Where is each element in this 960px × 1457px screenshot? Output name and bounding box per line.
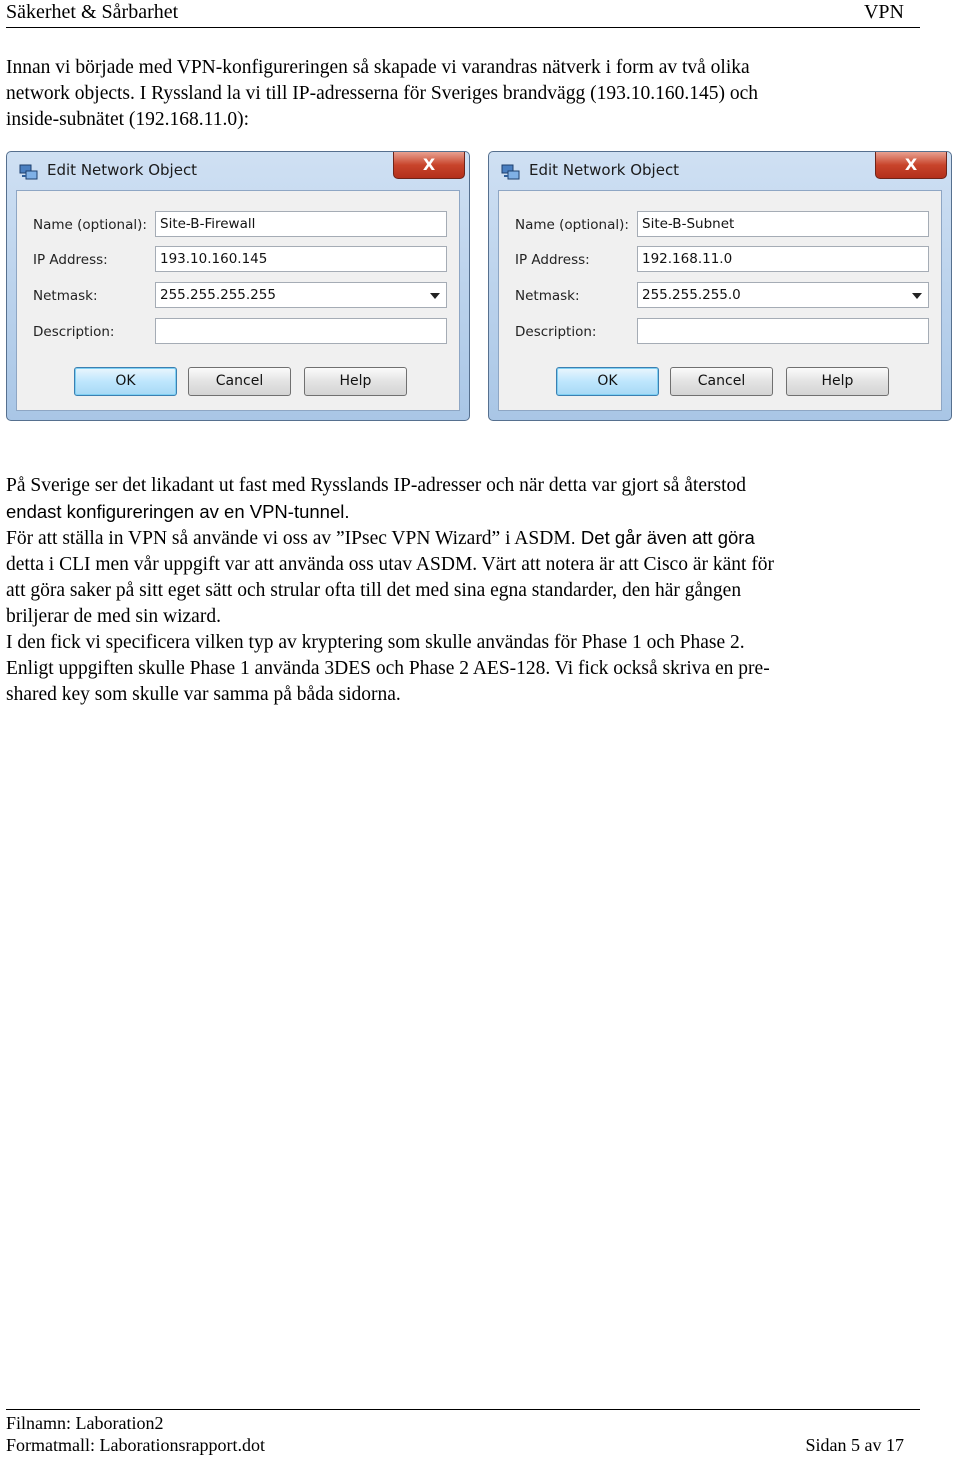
netmask-label: Netmask:: [515, 288, 580, 304]
name-field[interactable]: Site-B-Firewall: [155, 211, 447, 237]
close-button[interactable]: X: [393, 152, 465, 179]
footer-page-number: Sidan 5 av 17: [805, 1435, 904, 1455]
footer-template: Formatmall: Laborationsrapport.dot: [6, 1435, 265, 1455]
netmask-select[interactable]: [637, 282, 929, 308]
body-line: briljerar de med sin wizard.: [6, 606, 221, 627]
ip-address-field[interactable]: 193.10.160.145: [155, 246, 447, 272]
description-field[interactable]: [637, 318, 929, 344]
netmask-select[interactable]: [155, 282, 447, 308]
body-line: att göra saker på sitt eget sätt och strular ofta till det med sina egna standarder, den här gången: [6, 580, 742, 601]
wizard-sentence: För att ställa in VPN så använde vi oss av ”IPsec VPN Wizard” i ASDM: [6, 528, 571, 549]
intro-line: network objects. I Ryssland la vi till IP-adresserna för Sveriges brandvägg (193.10.160.145) och: [6, 83, 758, 104]
ok-button[interactable]: OK: [556, 367, 659, 396]
intro-line: inside-subnätet (192.168.11.0):: [6, 109, 249, 130]
header-section: VPN: [863, 1, 904, 23]
description-label: Description:: [515, 324, 597, 340]
netmask-value: 255.255.255.255: [160, 287, 276, 303]
edit-network-object-dialog-firewall: [6, 151, 470, 421]
body-line: På Sverige ser det likadant ut fast med Rysslands IP-adresser och när detta var gjort så återstod: [6, 475, 747, 496]
netmask-label: Netmask:: [33, 288, 98, 304]
body-line: Enligt uppgiften skulle Phase 1 använda 3DES och Phase 2 AES-128. Vi fick också skriva en pre-: [6, 658, 770, 679]
body-line: I den fick vi specificera vilken typ av kryptering som skulle användas för Phase 1 och Phase 2.: [6, 632, 745, 653]
dialog-body: [16, 190, 460, 411]
footer-rule: [6, 1409, 920, 1410]
ip-address-field[interactable]: 192.168.11.0: [637, 246, 929, 272]
network-object-icon: [501, 162, 521, 182]
intro-line: Innan vi började med VPN-konfigureringen så skapade vi varandras nätverk i form av två olika: [6, 57, 750, 78]
help-button[interactable]: Help: [304, 367, 407, 396]
name-field[interactable]: Site-B-Subnet: [637, 211, 929, 237]
body-line: [6, 525, 916, 552]
help-button[interactable]: Help: [786, 367, 889, 396]
page-header: [6, 0, 920, 28]
cancel-button[interactable]: Cancel: [670, 367, 773, 396]
wizard-sentence-end: . Det går även att göra: [570, 527, 755, 548]
ip-address-label: IP Address:: [515, 252, 590, 268]
body-line: shared key som skulle var samma på båda sidorna.: [6, 684, 401, 705]
chevron-down-icon[interactable]: [430, 293, 440, 299]
footer-filename: Filnamn: Laboration2: [6, 1413, 164, 1433]
edit-network-object-dialog-subnet: [488, 151, 952, 421]
cancel-button[interactable]: Cancel: [188, 367, 291, 396]
description-field[interactable]: [155, 318, 447, 344]
netmask-value: 255.255.255.0: [642, 287, 741, 303]
body-line: endast konfigureringen av en VPN-tunnel.: [6, 501, 350, 522]
dialog-title: Edit Network Object: [47, 161, 198, 179]
name-label: Name (optional):: [515, 217, 629, 233]
dialog-body: [498, 190, 942, 411]
close-button[interactable]: X: [875, 152, 947, 179]
chevron-down-icon[interactable]: [912, 293, 922, 299]
body-line: detta i CLI men vår uppgift var att använda oss utav ASDM. Värt att notera är att Cisco är känt för: [6, 554, 775, 575]
intro-paragraph: [6, 55, 916, 133]
ok-button[interactable]: OK: [74, 367, 177, 396]
ip-address-label: IP Address:: [33, 252, 108, 268]
description-label: Description:: [33, 324, 115, 340]
header-title: Säkerhet & Sårbarhet: [6, 1, 179, 23]
body-text: [6, 473, 916, 708]
network-object-icon: [19, 162, 39, 182]
name-label: Name (optional):: [33, 217, 147, 233]
dialog-title: Edit Network Object: [529, 161, 680, 179]
